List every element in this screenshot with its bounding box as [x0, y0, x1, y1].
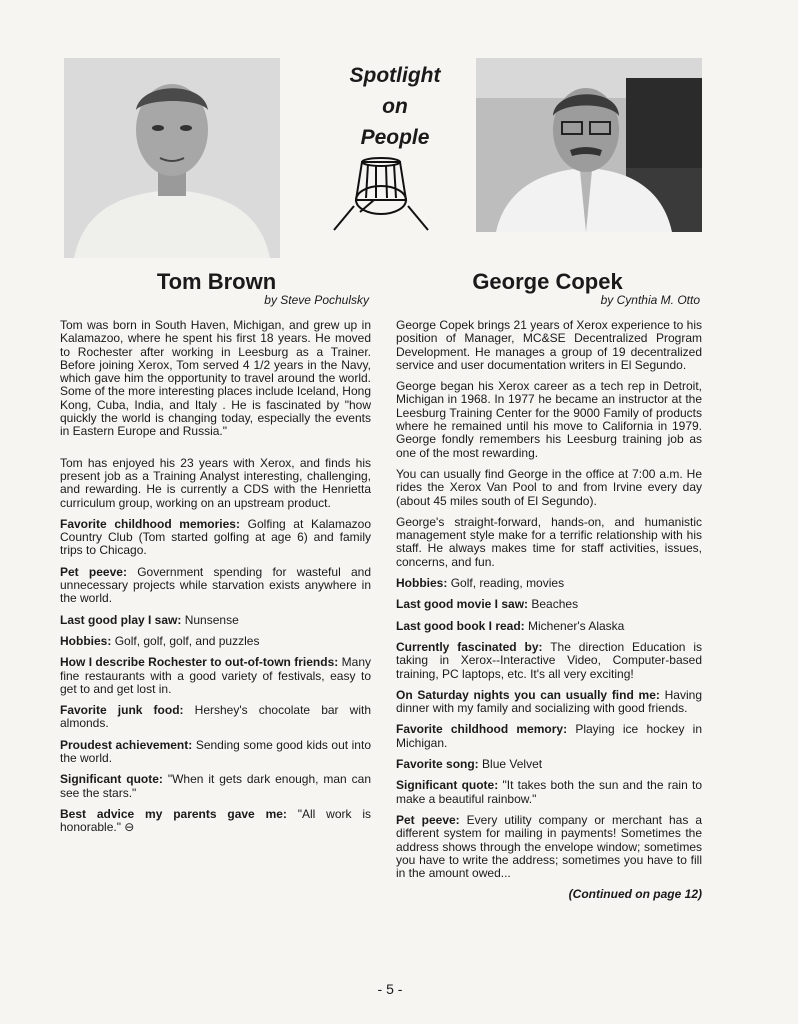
- column-right: [396, 319, 702, 910]
- masthead-line-2: on: [382, 95, 408, 118]
- qa-answer: Golf, reading, movies: [450, 576, 565, 591]
- qa-answer: The direction Education is taking in Xerox--Interactive Video, Computer-based training, PC laptops, etc. It's all very exciting!: [396, 639, 702, 681]
- qa-label: Last good book I read:: [396, 618, 525, 633]
- qa-answer: Hershey's chocolate bar with almonds.: [60, 703, 371, 731]
- qa-item: [60, 656, 371, 696]
- bio-paragraph: George Copek brings 21 years of Xerox experience to his position of Manager, MC&SE Decentralized Program Development. He manages a group of 19 decentralized service and user documentation writers in El Segundo.: [396, 318, 702, 372]
- qa-answer: "It takes both the sun and the rain to make a beautiful rainbow.": [396, 778, 703, 806]
- qa-label: Favorite childhood memory:: [396, 722, 568, 737]
- column-left: [60, 319, 371, 843]
- qa-item: [396, 723, 702, 750]
- qa-item: [396, 814, 702, 880]
- masthead-line-3: People: [360, 126, 430, 149]
- qa-item: [60, 808, 371, 835]
- qa-answer: Beaches: [531, 597, 579, 612]
- qa-answer: Playing ice hockey in Michigan.: [396, 722, 703, 750]
- qa-label: Favorite junk food:: [60, 703, 184, 718]
- bio-paragraph: George's straight-forward, hands-on, and humanistic management style make for a terrific relationship with his staff. He always makes time for staff activities, issues, concerns, and fun.: [396, 514, 702, 569]
- qa-item: [396, 577, 702, 590]
- qa-item: [60, 614, 371, 627]
- qa-item: [396, 779, 702, 806]
- continued-note: (Continued on page 12): [568, 887, 702, 902]
- qa-item: [60, 704, 371, 731]
- bio-paragraph: Tom was born in South Haven, Michigan, and grew up in Kalamazoo, where he spent his first 18 years. He moved to Rochester after working in Leesburg as a Trainer. Before joining Xerox, Tom served 4 1/2 years in the Navy, which gave him the opportunity to travel around the world. Some of the more interesting places include Iceland, Hong Kong, Cuba, India, and Italy . He is fascinated by "how quickly the world is changing today, especially the events in Eastern Europe and Russia.": [60, 318, 371, 439]
- qa-answer: Golfing at Kalamazoo Country Club (Tom started golfing at age 6) and family trips to Chicago.: [60, 516, 371, 558]
- qa-label: Favorite childhood memories:: [60, 516, 240, 531]
- qa-label: Significant quote:: [60, 772, 163, 787]
- spotlight-icon: [330, 152, 430, 244]
- masthead-line-1: Spotlight: [349, 64, 441, 87]
- qa-label: Significant quote:: [396, 778, 499, 793]
- qa-answer: Michener's Alaska: [528, 618, 625, 633]
- qa-item: [60, 518, 371, 558]
- qa-item: [396, 620, 702, 633]
- bio-paragraph: Tom has enjoyed his 23 years with Xerox, and finds his present job as a Training Analyst interesting, challenging, and rewarding. He is currently a CDS with the Henrietta curriculum group, working on an upstream product.: [60, 455, 371, 510]
- qa-label: Currently fascinated by:: [396, 639, 543, 654]
- qa-item: [396, 758, 702, 771]
- qa-answer: Blue Velvet: [482, 757, 543, 772]
- byline-left: by Steve Pochulsky: [264, 293, 369, 307]
- bio-paragraph: You can usually find George in the office at 7:00 a.m. He rides the Xerox Van Pool to and from Irvine every day (about 45 miles south of El Segundo).: [396, 466, 702, 508]
- qa-answer: "All work is honorable." ⊖: [60, 806, 372, 835]
- qa-label: Last good movie I saw:: [396, 597, 529, 612]
- qa-label: How I describe Rochester to out-of-town friends:: [60, 655, 339, 670]
- george-copek-photo: [476, 58, 702, 232]
- qa-item: [60, 739, 371, 766]
- profile-name-right: George Copek: [472, 269, 623, 294]
- qa-item: [60, 566, 371, 606]
- qa-answer: Having dinner with my family and socializing with good friends.: [396, 687, 702, 716]
- qa-item: [60, 635, 371, 648]
- qa-answer: Every utility company or merchant has a different system for mailing in payments! Sometimes the address shows through the envelope window; sometimes you have to write the address; sometimes you have to fill in the amount owed...: [396, 812, 702, 881]
- qa-label: Best advice my parents gave me:: [60, 806, 287, 821]
- qa-label: Hobbies:: [60, 633, 112, 648]
- page-number: - 5 -: [377, 981, 403, 997]
- section-masthead: [300, 60, 490, 153]
- byline-right: by Cynthia M. Otto: [600, 293, 700, 307]
- qa-item: [396, 689, 702, 716]
- qa-answer: Government spending for wasteful and unnecessary projects while starvation exists anywhere in the world.: [60, 564, 372, 606]
- qa-label: On Saturday nights you can usually find me:: [396, 687, 660, 702]
- qa-label: Pet peeve:: [396, 812, 460, 827]
- qa-label: Hobbies:: [396, 576, 448, 591]
- qa-item: [396, 598, 702, 611]
- qa-answer: Nunsense: [184, 612, 239, 627]
- qa-label: Last good play I saw:: [60, 612, 182, 627]
- profile-name-left: Tom Brown: [156, 269, 277, 294]
- qa-label: Pet peeve:: [60, 564, 127, 579]
- qa-answer: Many fine restaurants with a good variety of festivals, easy to get to and get lost in.: [60, 655, 371, 696]
- qa-label: Proudest achievement:: [60, 737, 193, 752]
- qa-label: Favorite song:: [396, 757, 479, 772]
- qa-item: [396, 641, 702, 681]
- bio-paragraph: George began his Xerox career as a tech rep in Detroit, Michigan in 1968. In 1977 he became an instructor at the Leesburg Training Center for the 9000 Family of products where he remained until his move to California in 1979. George fondly remembers his Leesburg training job as one of the most rewarding.: [396, 379, 702, 460]
- qa-answer: "When it gets dark enough, man can see the stars.": [60, 772, 371, 800]
- qa-answer: Golf, golf, golf, and puzzles: [114, 633, 260, 648]
- qa-item: [60, 773, 371, 800]
- qa-answer: Sending some good kids out into the world.: [60, 737, 371, 766]
- tom-brown-photo: [64, 58, 280, 258]
